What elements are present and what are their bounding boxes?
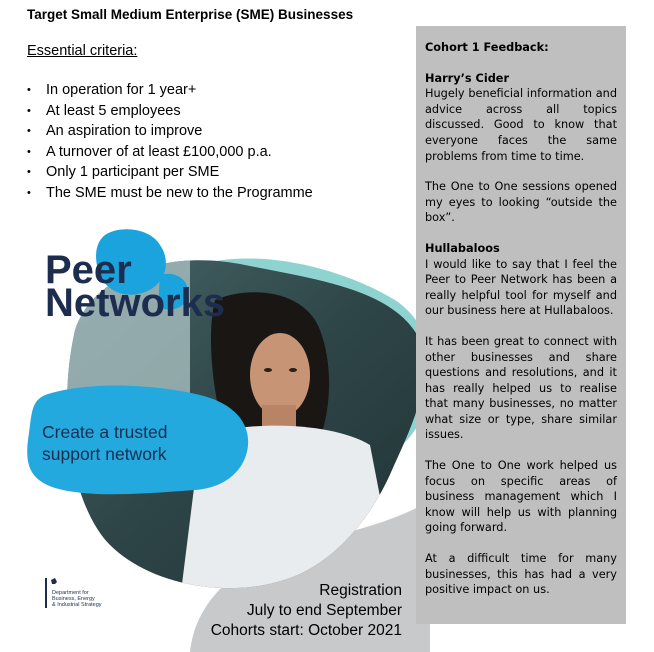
criteria-item-text: A turnover of at least £100,000 p.a. — [46, 143, 272, 160]
brand-line2: Networks — [45, 281, 226, 325]
criteria-item-text: Only 1 participant per SME — [46, 164, 220, 180]
bullet: • — [27, 166, 31, 178]
feedback-org-name: Harry’s Cider — [425, 71, 510, 85]
criteria-item — [27, 80, 313, 101]
criteria-item — [27, 142, 313, 163]
criteria-item-text: In operation for 1 year+ — [46, 82, 197, 98]
registration-line: July to end September — [246, 602, 402, 619]
feedback-paragraph: The One to One work helped us focus on specific areas of business management which I know will help us with planning going forward. — [425, 459, 617, 535]
feedback-heading: Cohort 1 Feedback: — [425, 41, 549, 54]
criteria-item — [27, 121, 313, 142]
bullet: • — [27, 104, 31, 117]
feedback-paragraph: The One to One sessions opened my eyes to looking “outside the box”. — [425, 180, 617, 225]
feedback-paragraph: Hugely beneficial information and advice across all topics discussed. Good to know that everyone faces the same problems from time to time. — [425, 87, 617, 163]
criteria-list — [27, 80, 313, 203]
criteria-item — [27, 101, 313, 122]
bullet: • — [27, 145, 31, 158]
feedback-paragraph: At a difficult time for many businesses, this has had a very positive impact on us. — [425, 552, 617, 597]
dept-line1: Department for — [52, 590, 89, 596]
brand-line1: Peer — [45, 248, 132, 292]
criteria-item-text: At least 5 employees — [46, 102, 181, 119]
feedback-panel — [416, 26, 626, 624]
bullet: • — [27, 84, 31, 96]
registration-line: Cohorts start: October 2021 — [210, 622, 402, 639]
criteria-item-text: The SME must be new to the Programme — [46, 184, 313, 201]
criteria-item — [27, 162, 313, 183]
page-title: Target Small Medium Enterprise (SME) Businesses — [27, 7, 354, 22]
dept-line3: & Industrial Strategy — [52, 602, 102, 608]
registration-line: Registration — [319, 582, 402, 599]
criteria-item-text: An aspiration to improve — [46, 123, 203, 139]
tagline-line1: Create a trusted — [42, 422, 168, 442]
tagline-line2: support network — [42, 444, 167, 464]
feedback-org-name: Hullabaloos — [425, 241, 500, 255]
bullet: • — [27, 125, 31, 137]
dept-line2: Business, Energy — [52, 596, 95, 602]
feedback-paragraph: I would like to say that I feel the Peer to Peer Network has been a really helpful tool for myself and our business here at Hullabaloos. — [425, 257, 617, 318]
criteria-heading: Essential criteria: — [27, 43, 138, 59]
department-logo — [45, 578, 102, 608]
feedback-paragraph: It has been great to connect with other businesses and share questions and resolutions, and it has really helped us to realise that many businesses, no matter what size or type, share similar issues. — [425, 334, 617, 442]
bullet: • — [27, 186, 31, 199]
registration-info — [211, 581, 402, 641]
